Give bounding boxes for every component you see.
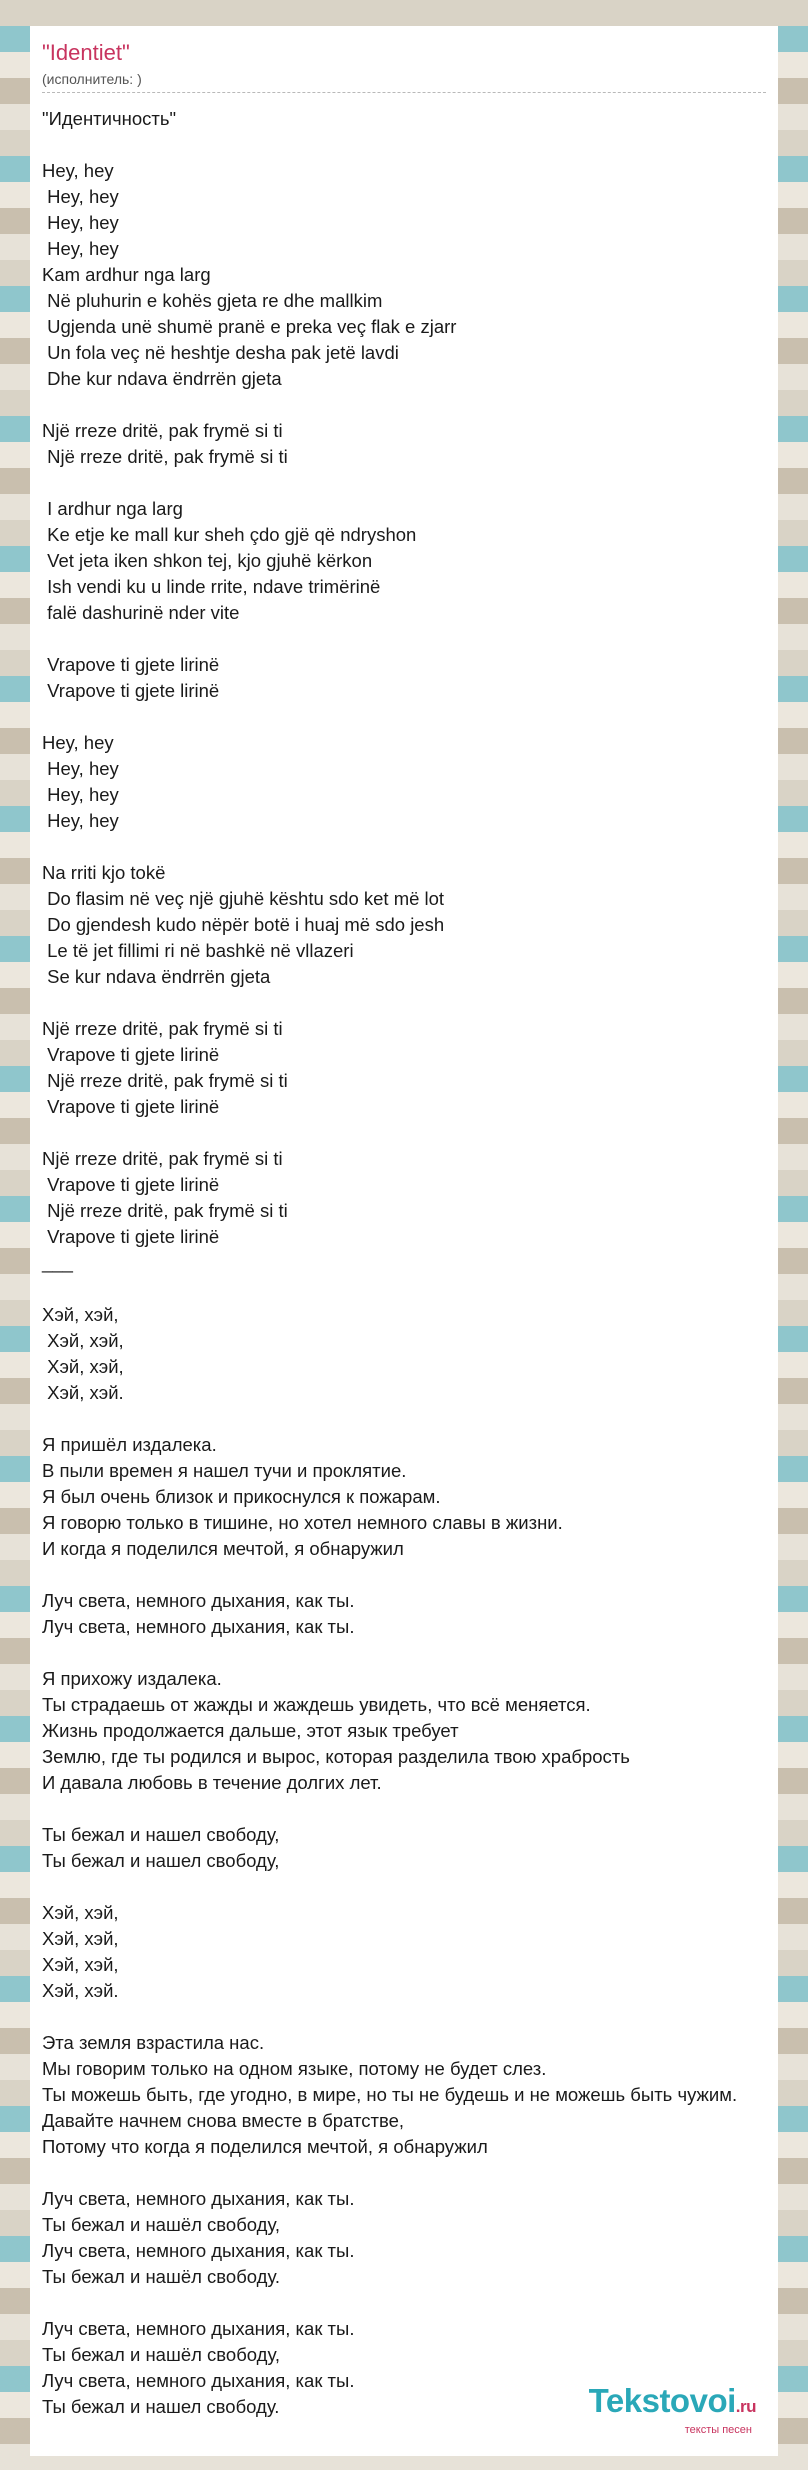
lyric-line: Vet jeta iken shkon tej, kjo gjuhë kërkon [42,550,373,571]
lyric-line: Ke etje ke mall kur sheh çdo gjë që ndryshon [42,524,417,545]
lyric-line [42,2290,778,2316]
lyric-line [42,1874,778,1900]
lyric-line [42,132,778,158]
lyric-line: Hey, hey [42,160,114,181]
lyric-line: Я пришёл издалека. [42,1434,217,1455]
lyric-line: Kam ardhur nga larg [42,264,211,285]
lyric-line: Ты бежал и нашёл свободу, [42,2344,281,2365]
lyric-line: Një rreze dritë, pak frymë si ti [42,420,283,441]
lyric-line [42,704,778,730]
lyric-line: Një rreze dritë, pak frymë si ti [42,1148,283,1169]
lyric-line: Я был очень близок и прикоснулся к пожарам. [42,1486,441,1507]
lyric-line: Луч света, немного дыхания, как ты. [42,2240,355,2261]
lyric-line: Ты бежал и нашел свободу, [42,1824,280,1845]
lyric-line: В пыли времен я нашел тучи и проклятие. [42,1460,407,1481]
lyric-line: Ish vendi ku u linde rrite, ndave trimërinë [42,576,381,597]
lyric-line: Vrapove ti gjete lirinë [42,1096,220,1117]
lyric-line: Se kur ndava ëndrrën gjeta [42,966,271,987]
lyric-line [42,626,778,652]
lyric-line: Хэй, хэй, [42,1954,119,1975]
logo-tld: .ru [735,2397,756,2416]
lyric-line: Un fola veç në heshtje desha pak jetë lavdi [42,342,399,363]
lyric-line [42,470,778,496]
artist-caption: (исполнитель: ) [42,71,142,87]
lyric-line: Vrapove ti gjete lirinë [42,680,220,701]
site-logo[interactable] [589,2384,756,2436]
lyric-line: Një rreze dritë, pak frymë si ti [42,1018,283,1039]
lyric-line: Hey, hey [42,784,119,805]
lyric-line [42,1276,778,1302]
lyric-line: Le të jet fillimi ri në bashkë në vllazeri [42,940,354,961]
lyric-line: Na rriti kjo tokë [42,862,166,883]
lyric-line: Хэй, хэй, [42,1902,119,1923]
lyric-line [42,2004,778,2030]
lyric-line: Потому что когда я поделился мечтой, я обнаружил [42,2136,488,2157]
lyric-line: Vrapove ti gjete lirinë [42,654,220,675]
lyrics-sheet [30,26,778,2456]
lyric-line: Хэй, хэй, [42,1356,124,1377]
lyric-line: Do flasim në veç një gjuhë kështu sdo ket më lot [42,888,445,909]
lyric-line: И когда я поделился мечтой, я обнаружил [42,1538,404,1559]
lyric-line [42,392,778,418]
lyric-line: Ты бежал и нашёл свободу. [42,2266,281,2287]
lyric-line: Жизнь продолжается дальше, этот язык требует [42,1720,459,1741]
header-divider [42,92,766,93]
lyric-line [42,1562,778,1588]
lyric-line: Луч света, немного дыхания, как ты. [42,1590,355,1611]
lyric-line: falë dashurinë nder vite [42,602,240,623]
lyric-line: Ты страдаешь от жажды и жаждешь увидеть, что всё меняется. [42,1694,591,1715]
lyric-line: ___ [42,1252,73,1273]
lyric-line: Hey, hey [42,810,119,831]
lyric-line [42,834,778,860]
lyric-line: Землю, где ты родился и вырос, которая разделила твою храбрость [42,1746,630,1767]
lyric-line: И давала любовь в течение долгих лет. [42,1772,382,1793]
lyric-line: Hey, hey [42,186,119,207]
lyric-line: Хэй, хэй, [42,1928,119,1949]
lyric-line [42,2160,778,2186]
lyric-line: Луч света, немного дыхания, как ты. [42,2188,355,2209]
lyric-line [42,1406,778,1432]
lyric-line: "Идентичность" [42,108,177,129]
lyric-line: I ardhur nga larg [42,498,183,519]
lyric-line: Луч света, немного дыхания, как ты. [42,1616,355,1637]
lyric-line: Я говорю только в тишине, но хотел немного славы в жизни. [42,1512,563,1533]
lyric-line: Хэй, хэй. [42,1382,124,1403]
lyric-line: Эта земля взрастила нас. [42,2032,265,2053]
lyric-line: Мы говорим только на одном языке, потому не будет слез. [42,2058,547,2079]
lyric-line: Një rreze dritë, pak frymë si ti [42,446,288,467]
lyric-line: Я прихожу издалека. [42,1668,222,1689]
lyric-line: Ты бежал и нашёл свободу, [42,2214,281,2235]
lyric-line: Dhe kur ndava ëndrrën gjeta [42,368,282,389]
lyric-line: Një rreze dritë, pak frymë si ti [42,1200,288,1221]
lyric-line: Vrapove ti gjete lirinë [42,1174,220,1195]
lyric-line: Do gjendesh kudo nëpër botë i huaj më sdo jesh [42,914,445,935]
lyric-line: Хэй, хэй, [42,1330,124,1351]
lyric-line: Hey, hey [42,732,114,753]
lyric-line: Давайте начнем снова вместе в братстве, [42,2110,405,2131]
lyric-line: Vrapove ti gjete lirinë [42,1226,220,1247]
song-title: "Identiet" [42,40,130,65]
lyric-line: Хэй, хэй. [42,1980,119,2001]
lyric-line: Në pluhurin e kohës gjeta re dhe mallkim [42,290,383,311]
lyric-line: Hey, hey [42,238,119,259]
lyric-line [42,990,778,1016]
lyric-line: Ты бежал и нашел свободу, [42,1850,280,1871]
lyric-line [42,1120,778,1146]
lyric-line: Луч света, немного дыхания, как ты. [42,2318,355,2339]
lyric-line: Ugjenda unë shumë pranë e preka veç flak e zjarr [42,316,457,337]
lyric-line: Ты можешь быть, где угодно, в мире, но ты не будешь и не можешь быть чужим. [42,2084,738,2105]
logo-tagline: тексты песен [684,2424,752,2436]
lyric-line: Ты бежал и нашел свободу. [42,2396,280,2417]
logo-name: Tekstovoi [588,2382,736,2419]
lyric-line: Vrapove ti gjete lirinë [42,1044,220,1065]
lyrics-body [42,106,778,2420]
lyric-line: Një rreze dritë, pak frymë si ti [42,1070,288,1091]
lyric-line [42,1796,778,1822]
lyric-line [42,1640,778,1666]
lyric-line: Hey, hey [42,758,119,779]
lyric-line: Hey, hey [42,212,119,233]
lyric-line: Хэй, хэй, [42,1304,119,1325]
lyric-line: Луч света, немного дыхания, как ты. [42,2370,355,2391]
